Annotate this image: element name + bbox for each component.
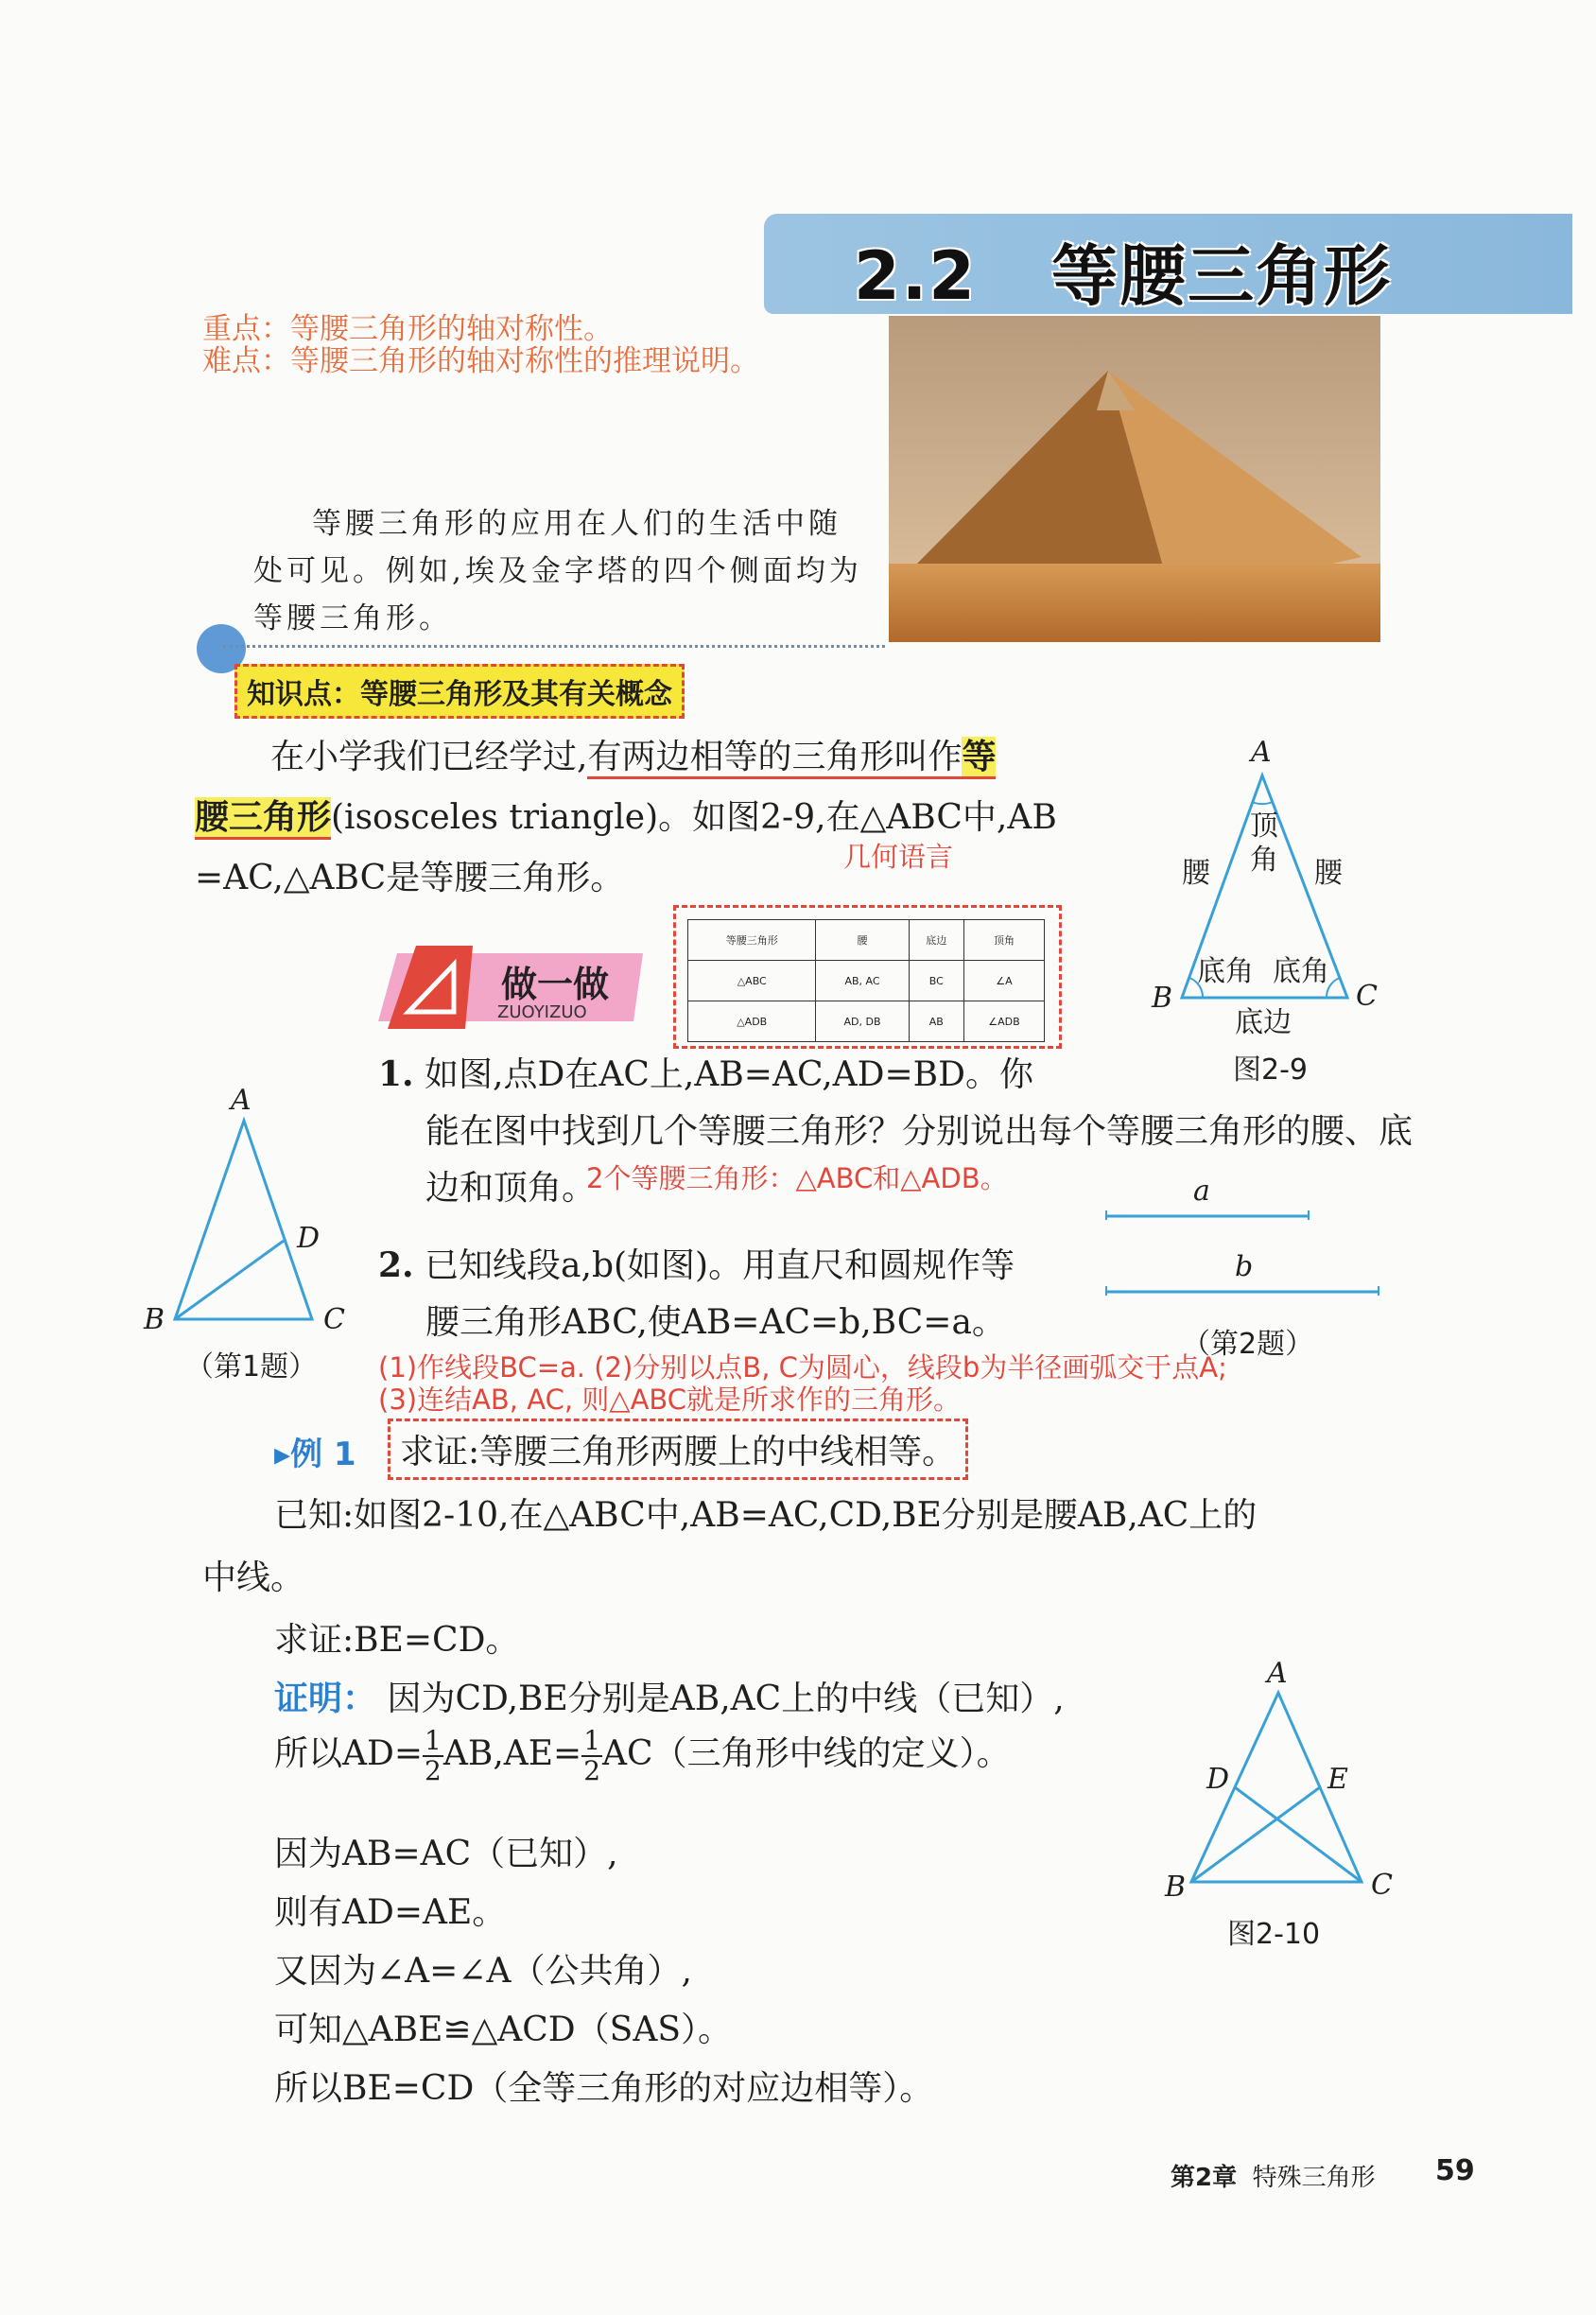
q1-line-1: 1. 如图,点D在AC上,AB=AC,AD=BD。你 (378, 1054, 1034, 1094)
section-title-band (764, 214, 1572, 314)
proof-line-4: 则有AD=AE。 (274, 1893, 507, 1932)
q1-line-2: 能在图中找到几个等腰三角形？分别说出每个等腰三角形的腰、底 (425, 1112, 1414, 1151)
table-cell: AB (909, 1001, 963, 1042)
q1-answer: 2个等腰三角形：△ABC和△ADB。 (586, 1162, 1008, 1194)
figq1-A: A (231, 1084, 252, 1117)
table-cell: ∠ADB (963, 1001, 1044, 1042)
footer-chapter: 第2章 特殊三角形 (1171, 2164, 1376, 2192)
fig29-base-angle-left: 底角 (1197, 955, 1254, 988)
figq2-caption: （第2题） (1182, 1328, 1314, 1361)
fig29-A: A (1251, 736, 1272, 769)
proof-line-5: 又因为∠A=∠A（公共角）, (274, 1952, 692, 1991)
figq2-a: a (1193, 1175, 1210, 1208)
pyramid-photo (889, 316, 1380, 642)
section-title: 2.2 等腰三角形 (854, 237, 1393, 315)
table-header: 等腰三角形 (688, 920, 816, 961)
half-fraction: $\frac{1}{2}$ (583, 1725, 601, 1786)
table-cell: AB, AC (816, 961, 909, 1001)
definition-line-2: 腰三角形(isosceles triangle)。如图2-9,在△ABC中,AB (195, 791, 1057, 839)
intro-line-2: 处可见。例如,埃及金字塔的四个侧面均为 (253, 554, 862, 588)
given-line-2: 中线。 (202, 1558, 305, 1597)
figq1-C: C (323, 1303, 345, 1336)
key-point: 重点：等腰三角形的轴对称性。 (202, 312, 613, 346)
example-statement: 求证:等腰三角形两腰上的中线相等。 (388, 1419, 968, 1480)
intro-line-3: 等腰三角形。 (253, 601, 452, 635)
fig29-B: B (1152, 982, 1173, 1015)
intro-line-1: 等腰三角形的应用在人们的生活中随 (312, 507, 841, 541)
fig29-C: C (1356, 980, 1378, 1013)
fig210-E: E (1327, 1763, 1348, 1796)
annotation-table (673, 905, 1062, 1049)
figq1-caption: （第1题） (185, 1350, 318, 1384)
fig29-base-label: 底边 (1235, 1006, 1292, 1039)
proof-line-3: 因为AB=AC（已知）, (274, 1835, 618, 1873)
fig210-caption: 图2-10 (1227, 1918, 1321, 1951)
fig210-B: B (1165, 1871, 1187, 1904)
half-fraction: $\frac{1}{2}$ (425, 1725, 442, 1786)
q2-answer-2: (3)连结AB, AC, 则△ABC就是所求作的三角形。 (378, 1384, 962, 1416)
fig29-left-leg: 腰 (1182, 857, 1210, 890)
table-cell: △ADB (688, 1001, 816, 1042)
given-line-1: 已知:如图2-10,在△ABC中,AB=AC,CD,BE分别是腰AB,AC上的 (274, 1496, 1258, 1535)
figq1-B: B (144, 1303, 165, 1336)
q2-line-1: 2. 已知线段a,b(如图)。用直尺和圆规作等 (378, 1245, 1015, 1285)
figq2-b: b (1235, 1250, 1254, 1283)
proof-line-2: 所以AD= $\frac{1}{2}$ AB,AE= $\frac{1}{2}$ AC（三角形中线的定义）。 (274, 1725, 1011, 1786)
activity-banner (378, 946, 643, 1029)
table-header: 腰 (816, 920, 909, 961)
proof-line-1: 证明： 因为CD,BE分别是AB,AC上的中线（已知）, (274, 1680, 1065, 1718)
fig29-base-angle-right: 底角 (1273, 955, 1329, 988)
fig210-A: A (1267, 1657, 1288, 1690)
table-cell: △ABC (688, 961, 816, 1001)
proof-line-6: 可知△ABE≌△ACD（SAS）。 (274, 2010, 732, 2049)
fig210-C: C (1371, 1869, 1393, 1902)
table-cell: AD, DB (816, 1001, 909, 1042)
figq1-D: D (297, 1222, 321, 1255)
definition-line-3: =AC,△ABC是等腰三角形。 (195, 859, 625, 897)
q1-line-3: 边和顶角。 (425, 1169, 597, 1208)
fig210-D: D (1206, 1763, 1230, 1796)
prove-statement: 求证:BE=CD。 (274, 1621, 520, 1660)
table-header: 顶角 (963, 920, 1044, 961)
q2-answer-1: (1)作线段BC=a. (2)分别以点B, C为圆心，线段b为半径画弧交于点A; (378, 1351, 1227, 1384)
fig29-caption: 图2-9 (1233, 1053, 1308, 1087)
page-number: 59 (1435, 2154, 1475, 2187)
fig29-angle-label: 角 (1250, 844, 1278, 877)
activity-title: 做一做 (501, 964, 610, 1005)
table-cell: ∠A (963, 961, 1044, 1001)
fig29-right-leg: 腰 (1314, 857, 1343, 890)
activity-pinyin: ZUOYIZUO (497, 1002, 587, 1022)
figure-q1 (161, 1116, 350, 1324)
difficulty-point: 难点：等腰三角形的轴对称性的推理说明。 (202, 344, 759, 378)
fig29-top-label: 顶 (1250, 809, 1278, 843)
divider (223, 645, 885, 648)
table-cell: BC (909, 961, 963, 1001)
table-header: 底边 (909, 920, 963, 961)
proof-line-7: 所以BE=CD（全等三角形的对应边相等）。 (274, 2069, 934, 2108)
q2-line-2: 腰三角形ABC,使AB=AC=b,BC=a。 (425, 1303, 1006, 1342)
example-label: ▸例 1 (274, 1436, 356, 1473)
geometric-language-note: 几何语言 (843, 841, 954, 873)
knowledge-point-tag: 知识点：等腰三角形及其有关概念 (234, 664, 685, 719)
definition-line-1: 在小学我们已经学过,有两边相等的三角形叫作等 (270, 730, 996, 778)
